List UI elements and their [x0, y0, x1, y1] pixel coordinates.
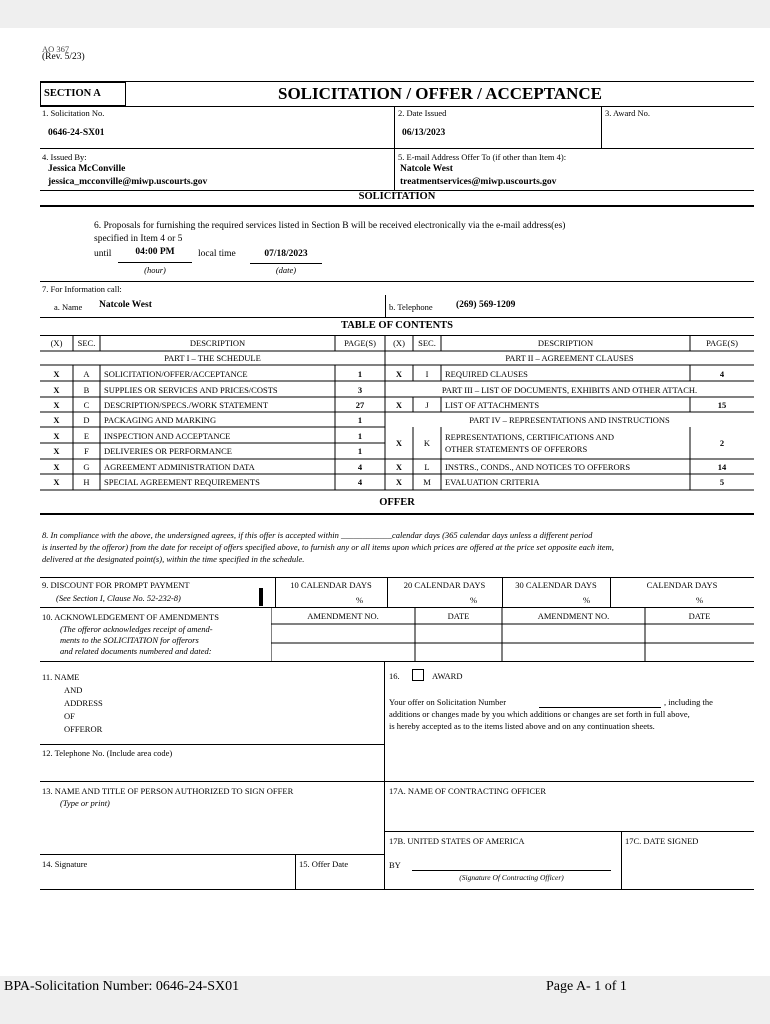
offer-date-label: 15. Offer Date — [299, 859, 349, 869]
toc-desc: LIST OF ATTACHMENTS — [445, 400, 540, 410]
toc-pages: 15 — [717, 400, 727, 410]
due-date-value: 07/18/2023 — [264, 249, 308, 259]
toc-part1: PART I – THE SCHEDULE — [164, 353, 261, 363]
discount-sub: (See Section I, Clause No. 52-232-8) — [56, 593, 181, 603]
toc-desc: DESCRIPTION/SPECS./WORK STATEMENT — [104, 400, 269, 410]
issued-by-name: Jessica McConville — [48, 164, 126, 174]
toc-x-mark: X — [395, 462, 403, 472]
toc-pages: 1 — [357, 431, 363, 441]
section-label: SECTION A — [44, 88, 101, 99]
discount-10-days: 10 CALENDAR DAYS — [290, 580, 372, 590]
toc-pages: 4 — [357, 462, 363, 472]
award-text-part2: , including the — [664, 697, 713, 707]
amendment-no-header: AMENDMENT NO. — [307, 611, 379, 621]
discount-10-percent[interactable]: % — [356, 595, 364, 605]
toc-sec: K — [423, 438, 431, 448]
footer-page-number: Page A- 1 of 1 — [546, 979, 627, 994]
form-revision: (Rev. 5/23) — [42, 52, 85, 62]
toc-x-mark: X — [53, 446, 60, 456]
toc-part2: PART II – AGREEMENT CLAUSES — [505, 353, 634, 363]
offeror-label-line: OFFEROR — [64, 724, 103, 734]
toc-sec: D — [83, 415, 90, 425]
toc-x-mark: X — [395, 477, 403, 487]
proposal-text-line2: specified in Item 4 or 5 — [94, 234, 183, 244]
toc-desc: DELIVERIES OR PERFORMANCE — [104, 446, 232, 456]
solicitation-heading: SOLICITATION — [358, 191, 436, 202]
discount-20-days: 20 CALENDAR DAYS — [403, 580, 486, 590]
local-time-label: local time — [198, 249, 236, 259]
until-label: until — [94, 249, 112, 259]
discount-marker — [259, 588, 263, 606]
discount-30-percent[interactable]: % — [583, 595, 591, 605]
solicitation-no-value: 0646-24-SX01 — [48, 128, 105, 138]
toc-pages: 4 — [719, 369, 725, 379]
toc-desc: REPRESENTATIONS, CERTIFICATIONS AND — [445, 432, 615, 442]
award-number: 16. — [389, 671, 400, 681]
toc-header-desc-right: DESCRIPTION — [537, 338, 594, 348]
toc-pages: 1 — [357, 369, 363, 379]
toc-desc: EVALUATION CRITERIA — [445, 477, 540, 487]
toc-x-mark: X — [53, 477, 60, 487]
discount-label: 9. DISCOUNT FOR PROMPT PAYMENT — [42, 580, 190, 590]
award-text-line2: additions or changes made by you which additions or changes are set forth in full above, — [389, 709, 690, 719]
toc-sec: J — [425, 400, 429, 410]
authorized-signer-sub: (Type or print) — [60, 798, 110, 808]
toc-desc: INSPECTION AND ACCEPTANCE — [104, 431, 231, 441]
toc-x-mark: X — [53, 431, 60, 441]
toc-header-sec-right: SEC. — [418, 338, 436, 348]
toc-x-mark: X — [395, 369, 403, 379]
offer-heading: OFFER — [379, 497, 415, 508]
signature-label: 14. Signature — [42, 859, 88, 869]
hour-caption: (hour) — [144, 265, 166, 275]
toc-sec: H — [83, 477, 90, 487]
toc-header-x-right: (X) — [393, 338, 405, 348]
amendment-date-header-2: DATE — [688, 611, 711, 621]
toc-header-pages: PAGE(S) — [344, 338, 376, 348]
toc-desc: SPECIAL AGREEMENT REQUIREMENTS — [104, 477, 260, 487]
toc-sec: M — [423, 477, 431, 487]
toc-desc: PACKAGING AND MARKING — [104, 415, 217, 425]
offer-terms-line3: delivered at the designated point(s), within the time specified in the schedule. — [42, 554, 305, 564]
toc-header-pages-right: PAGE(S) — [706, 338, 738, 348]
amendment-label: 10. ACKNOWLEDGEMENT OF AMENDMENTS — [42, 612, 219, 622]
toc-pages: 3 — [357, 385, 363, 395]
discount-30-days: 30 CALENDAR DAYS — [515, 580, 597, 590]
toc-heading: TABLE OF CONTENTS — [340, 320, 454, 331]
amendment-sub3: and related documents numbered and dated: — [60, 646, 212, 656]
date-caption: (date) — [275, 265, 297, 275]
offer-terms-line2: is inserted by the offeror) from the date for receipt of offers specified above, to furnish any or all items upon which prices are offered at the price set opposite each item, — [42, 542, 614, 552]
toc-header-x: (X) — [50, 338, 63, 348]
toc-sec: C — [83, 400, 90, 410]
toc-x-mark: X — [53, 415, 60, 425]
date-issued-label: 2. Date Issued — [398, 108, 447, 118]
toc-sec: I — [425, 369, 429, 379]
top-band — [0, 0, 770, 28]
toc-pages: 4 — [357, 477, 363, 487]
form-title: SOLICITATION / OFFER / ACCEPTANCE — [278, 84, 602, 103]
contact-phone-value: (269) 569-1209 — [456, 300, 516, 310]
toc-x-mark: X — [395, 438, 403, 448]
toc-sec: B — [83, 385, 90, 395]
offeror-label-line: 11. NAME — [42, 672, 80, 682]
toc-pages: 14 — [717, 462, 727, 472]
toc-sec: E — [83, 431, 90, 441]
offeror-name-address-label — [42, 671, 103, 736]
amendment-sub1: (The offeror acknowledges receipt of amend- — [60, 624, 213, 634]
amendment-sub2: ments to the SOLICITATION for offerors — [60, 635, 199, 645]
toc-pages: 2 — [719, 438, 725, 448]
award-text-line3: is hereby accepted as to the items listed above and on any continuation sheets. — [389, 721, 655, 731]
toc-sec: L — [424, 462, 430, 472]
by-label: BY — [389, 860, 401, 870]
toc-pages: 1 — [357, 415, 363, 425]
usa-label: 17B. UNITED STATES OF AMERICA — [389, 836, 525, 846]
offeror-telephone-label: 12. Telephone No. (Include area code) — [42, 748, 173, 758]
email-offer-to-name: Natcole West — [400, 164, 453, 174]
toc-part3: PART III – LIST OF DOCUMENTS, EXHIBITS AND OTHER ATTACH. — [441, 385, 698, 395]
due-hour-value: 04:00 PM — [135, 247, 175, 257]
toc-x-mark: X — [53, 385, 60, 395]
proposal-text-line1: 6. Proposals for furnishing the required services listed in Section B will be received electronically via the e-mail address(es) — [94, 221, 566, 231]
toc-sec: G — [83, 462, 90, 472]
award-label: AWARD — [432, 671, 463, 681]
table-of-contents — [40, 335, 754, 491]
toc-pages: 27 — [355, 400, 365, 410]
toc-desc: INSTRS., CONDS., AND NOTICES TO OFFERORS — [445, 462, 631, 472]
discount-other-percent[interactable]: % — [696, 595, 704, 605]
discount-other-days: CALENDAR DAYS — [646, 580, 718, 590]
toc-x-mark: X — [395, 400, 403, 410]
contact-name-label: a. Name — [54, 302, 83, 312]
toc-x-mark: X — [53, 369, 60, 379]
form-code: AO 367 — [42, 44, 70, 54]
date-issued-value: 06/13/2023 — [402, 128, 446, 138]
toc-sec: A — [83, 369, 90, 379]
award-no-label: 3. Award No. — [605, 108, 651, 118]
toc-desc: AGREEMENT ADMINISTRATION DATA — [104, 462, 255, 472]
offeror-label-line: OF — [64, 711, 75, 721]
toc-x-mark: X — [53, 462, 60, 472]
award-text-part1: Your offer on Solicitation Number — [389, 697, 507, 707]
toc-x-mark: X — [53, 400, 60, 410]
contact-name-value: Natcole West — [99, 300, 152, 310]
solicitation-no-label: 1. Solicitation No. — [42, 108, 105, 118]
toc-desc: REQUIRED CLAUSES — [445, 369, 528, 379]
award-checkbox[interactable] — [412, 669, 424, 681]
email-offer-to-label: 5. E-mail Address Offer To (if other than Item 4): — [398, 152, 567, 162]
issued-by-email: jessica_mcconville@miwp.uscourts.gov — [48, 177, 208, 187]
amendment-no-header-2: AMENDMENT NO. — [537, 611, 610, 621]
amendment-table — [271, 607, 754, 661]
email-offer-to-email: treatmentservices@miwp.uscourts.gov — [400, 177, 557, 187]
signature-caption: (Signature Of Contracting Officer) — [459, 873, 564, 882]
contracting-officer-label: 17A. NAME OF CONTRACTING OFFICER — [389, 786, 547, 796]
toc-pages: 5 — [719, 477, 725, 487]
toc-part4: PART IV – REPRESENTATIONS AND INSTRUCTIONS — [469, 415, 670, 425]
contact-phone-label: b. Telephone — [389, 302, 433, 312]
offeror-label-line: AND — [64, 685, 83, 695]
toc-desc: OTHER STATEMENTS OF OFFERORS — [445, 444, 588, 454]
offeror-label-line: ADDRESS — [64, 698, 103, 708]
footer-solicitation-number: BPA-Solicitation Number: 0646-24-SX01 — [4, 979, 240, 994]
info-call-label: 7. For Information call: — [42, 284, 122, 294]
toc-header-sec: SEC. — [77, 338, 96, 348]
issued-by-label: 4. Issued By: — [42, 152, 87, 162]
authorized-signer-label: 13. NAME AND TITLE OF PERSON AUTHORIZED TO SIGN OFFER — [42, 786, 294, 796]
date-signed-label: 17C. DATE SIGNED — [625, 836, 699, 846]
offer-terms-line1: 8. In compliance with the above, the undersigned agrees, if this offer is accepted within ____________calendar days (365 calendar days unless a different period — [42, 530, 593, 540]
toc-header-desc: DESCRIPTION — [189, 338, 246, 348]
amendment-date-header: DATE — [447, 611, 470, 621]
toc-pages: 1 — [357, 446, 363, 456]
toc-sec: F — [84, 446, 89, 456]
discount-20-percent[interactable]: % — [470, 595, 478, 605]
toc-desc: SOLICITATION/OFFER/ACCEPTANCE — [104, 369, 248, 379]
toc-desc: SUPPLIES OR SERVICES AND PRICES/COSTS — [104, 385, 278, 395]
